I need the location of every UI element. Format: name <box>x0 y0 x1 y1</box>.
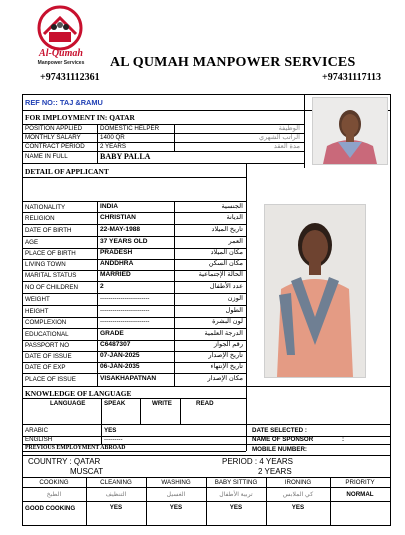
skill-arabic: تربية الأطفال <box>219 491 253 498</box>
frame-left <box>22 94 23 526</box>
field-label: MONTHLY SALARY <box>25 134 81 141</box>
logo-subtext: Manpower Services <box>37 60 85 66</box>
field-arabic: عدد الأطفال <box>209 283 243 290</box>
company-name: AL QUMAH MANPOWER SERVICES <box>110 55 356 70</box>
divider <box>22 163 304 164</box>
field-label: PLACE OF ISSUE <box>25 376 76 383</box>
field-label: HEIGHT <box>25 308 49 315</box>
phone-left: +97431112361 <box>40 72 100 83</box>
field-arabic: رقم الجواز <box>213 341 243 348</box>
previous-city: MUSCAT <box>70 467 104 476</box>
field-arabic: الوزن <box>227 295 243 302</box>
previous-title: PREVIOUS EMPLOYMENT ABROAD <box>25 445 126 451</box>
previous-period: PERIOD : 4 YEARS <box>222 457 293 466</box>
field-value: 22-MAY-1988 <box>100 226 141 233</box>
field-value: ANDDHRA <box>100 260 134 267</box>
field-arabic: تاريخ الميلاد <box>211 226 243 233</box>
previous-period-2: 2 YEARS <box>258 467 292 476</box>
field-arabic: تاريخ الإنتهاء <box>210 363 243 370</box>
field-value: VISAKHAPATNAN <box>100 375 157 382</box>
language-title: KNOWLEDGE OF LANGUAGE <box>25 389 132 398</box>
skill-priority-value: NORMAL <box>346 491 374 498</box>
applicant-title: DETAIL OF APPLICANT <box>25 167 109 176</box>
field-arabic: مكان الميلاد <box>210 249 243 256</box>
lang-arabic-speak: YES <box>104 427 117 434</box>
skill-value-washing: YES <box>169 504 183 511</box>
field-label: PASSPORT NO <box>25 342 70 349</box>
field-value: GRADE <box>100 330 124 337</box>
field-label: DATE OF EXP <box>25 364 66 371</box>
frame-bottom <box>22 525 390 526</box>
sponsor-colon: : <box>342 436 345 443</box>
field-label: COMPLEXION <box>25 319 67 326</box>
skill-header-babysitting: BABY SITTING <box>214 479 258 486</box>
field-label: DATE OF BIRTH <box>25 227 72 234</box>
field-value: 37 YEARS OLD <box>100 238 148 245</box>
frame-right <box>390 94 391 526</box>
skill-arabic: الغسيل <box>166 491 186 498</box>
field-value: MARRIED <box>100 271 131 278</box>
field-value: 1400 QR <box>100 134 125 141</box>
divider <box>180 398 181 424</box>
name-value: BABY PALLA <box>100 152 151 161</box>
field-arabic: الطول <box>225 307 243 314</box>
field-label: LIVING TOWN <box>25 261 66 268</box>
field-label: PLACE OF BIRTH <box>25 250 76 257</box>
skill-header-washing: WASHING <box>161 479 191 486</box>
lang-english-label: ENGLISH <box>25 436 53 443</box>
field-arabic: الدرجة العلمية <box>204 330 243 337</box>
divider <box>22 151 304 152</box>
field-label: NATIONALITY <box>25 204 66 211</box>
field-arabic: الراتب الشهري <box>258 134 300 141</box>
field-value: DOMESTIC HELPER <box>100 125 160 132</box>
divider <box>140 398 141 424</box>
field-arabic: لون البشرة <box>212 318 243 325</box>
divider <box>101 398 102 444</box>
mobile-number: MOBILE NUMBER: <box>252 446 307 453</box>
logo-text: Al-Qumah <box>39 48 83 59</box>
ref-number: REF NO:: TAJ &RAMU <box>25 98 103 107</box>
skill-arabic: كي الملابس <box>282 491 314 498</box>
field-arabic: مكان السكن <box>208 260 243 267</box>
field-value: ------------------------ <box>100 318 150 325</box>
field-value: 06-JAN-2035 <box>100 363 140 370</box>
field-arabic: الجنسية <box>221 203 243 210</box>
field-arabic: الديانة <box>226 214 243 221</box>
field-value: ------------------------ <box>100 307 150 314</box>
field-value: 2 YEARS <box>100 143 127 150</box>
skill-value-cleaning: YES <box>109 504 123 511</box>
skill-arabic: التنظيف <box>105 491 127 498</box>
field-label: DATE OF ISSUE <box>25 353 72 360</box>
date-selected: DATE SELECTED : <box>252 427 307 434</box>
divider <box>97 124 98 163</box>
field-label: POSITION APPLIED <box>25 125 83 132</box>
employment-title: FOR IMPLOYMENT IN: QATAR <box>25 113 135 122</box>
field-arabic: الوظيفة <box>278 125 300 132</box>
field-value: PRADESH <box>100 249 133 256</box>
name-label: NAME IN FULL <box>25 153 68 160</box>
field-value: C6487307 <box>100 341 131 348</box>
skill-value-babysitting: YES <box>229 504 243 511</box>
divider <box>22 436 390 437</box>
col-language: LANGUAGE <box>50 400 86 407</box>
divider <box>22 201 246 202</box>
field-arabic: العمر <box>228 238 243 245</box>
lang-english-speak: --------- <box>104 436 123 443</box>
field-label: CONTRACT PERIOD <box>25 143 85 150</box>
field-arabic: تاريخ الإصدار <box>208 352 243 359</box>
skill-header-priority: PRIORITY <box>345 479 375 486</box>
divider <box>246 163 247 451</box>
skill-row-label: GOOD COOKING <box>25 505 76 512</box>
divider <box>22 424 390 425</box>
skill-value-ironing: YES <box>291 504 305 511</box>
field-label: EDUCATIONAL <box>25 331 69 338</box>
field-value: 2 <box>100 283 104 290</box>
field-label: RELIGION <box>25 215 55 222</box>
divider <box>22 94 390 95</box>
field-arabic: مدة العقد <box>273 143 300 150</box>
divider <box>304 94 305 168</box>
skill-arabic: الطبخ <box>46 491 62 498</box>
field-label: WEIGHT <box>25 296 50 303</box>
field-label: AGE <box>25 239 39 246</box>
field-label: NO OF CHILDREN <box>25 284 78 291</box>
field-arabic: الحالة الإجتماعية <box>198 271 243 278</box>
phone-right: +97431117113 <box>322 72 382 83</box>
sponsor-name: NAME OF SPONSOR <box>252 436 314 443</box>
field-value: CHRISTIAN <box>100 214 136 221</box>
field-value: ------------------------ <box>100 295 150 302</box>
divider <box>174 124 175 151</box>
skill-header-cooking: COOKING <box>39 479 69 486</box>
divider <box>22 451 246 452</box>
divider <box>22 455 390 456</box>
divider <box>22 398 246 399</box>
field-arabic: مكان الإصدار <box>207 375 243 382</box>
field-value: 07-JAN-2025 <box>100 352 140 359</box>
applicant-photo-large <box>264 204 366 378</box>
col-speak: SPEAK <box>104 400 126 407</box>
skill-header-ironing: IRONING <box>284 479 312 486</box>
divider <box>22 177 246 178</box>
previous-country: COUNTRY : QATAR <box>28 457 101 466</box>
col-read: READ <box>196 400 214 407</box>
field-value: INDIA <box>100 203 118 210</box>
applicant-photo-small <box>312 97 388 165</box>
lang-arabic-label: ARABIC <box>25 427 49 434</box>
field-label: MARITAL STATUS <box>25 272 77 279</box>
col-write: WRITE <box>152 400 172 407</box>
skill-header-cleaning: CLEANING <box>100 479 132 486</box>
